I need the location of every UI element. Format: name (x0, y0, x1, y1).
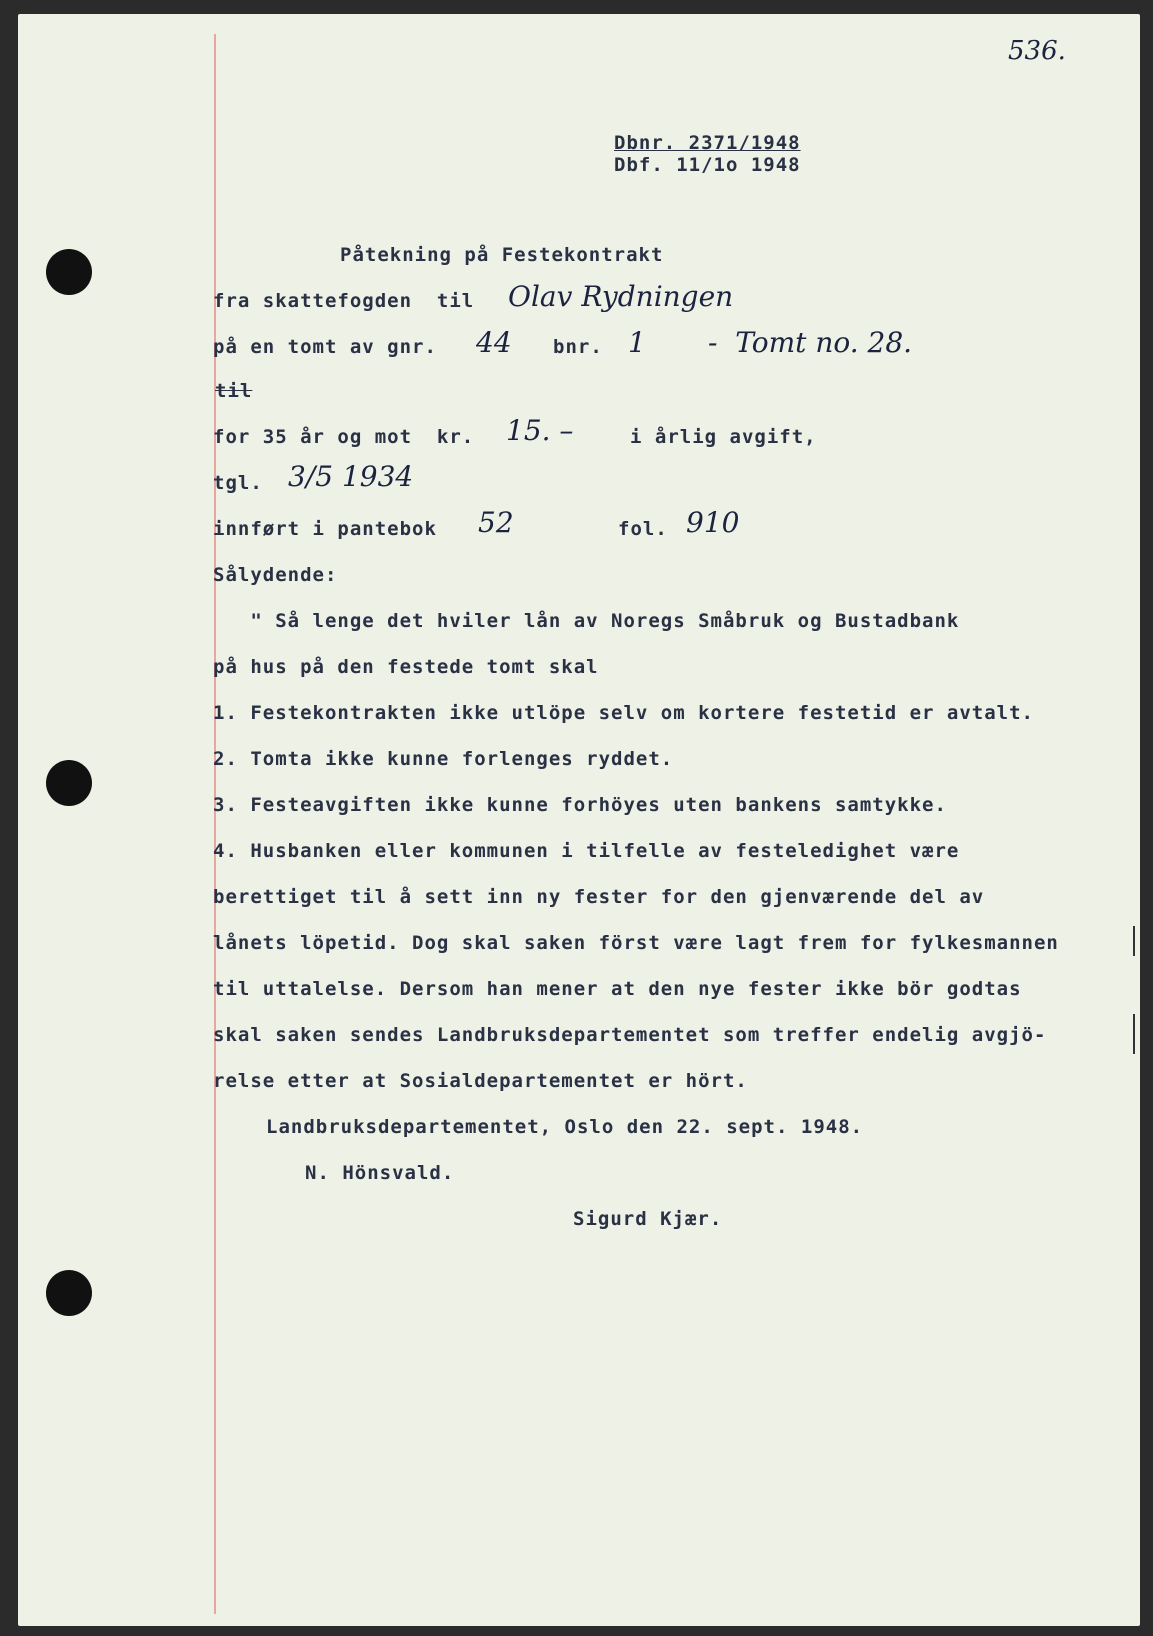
tgl-label: tgl. (213, 472, 263, 494)
lot-note: - Tomt no. 28. (708, 326, 913, 359)
lot-label-gnr: på en tomt av gnr. (213, 336, 437, 358)
folio-number: 910 (686, 506, 740, 539)
page-number: 536. (1008, 36, 1066, 66)
document-title: Påtekning på Festekontrakt (340, 244, 664, 266)
body-line: lånets löpetid. Dog skal saken först være lagt frem for fylkesmannen (213, 932, 1059, 954)
lot-label-bnr: bnr. (553, 336, 603, 358)
header-dbnr: Dbnr. 2371/1948 (614, 132, 801, 154)
body-line: relse etter at Sosialdepartementet er hört. (213, 1070, 748, 1092)
edge-mark (1133, 926, 1135, 956)
punch-hole-icon (46, 249, 92, 295)
body-line: på hus på den festede tomt skal (213, 656, 599, 678)
bnr-value: 1 (628, 326, 646, 359)
signer-hoensvald: N. Hönsvald. (305, 1162, 455, 1184)
term-label: for 35 år og mot kr. (213, 426, 475, 448)
header-dbf: Dbf. 11/1o 1948 (614, 154, 801, 176)
body-line: " Så lenge det hviler lån av Noregs Småbruk og Bustadbank (213, 610, 960, 632)
punch-hole-icon (46, 760, 92, 806)
edge-mark (1133, 1014, 1135, 1054)
document-page (18, 14, 1140, 1626)
body-line: berettiget til å sett inn ny fester for den gjenværende del av (213, 886, 985, 908)
gnr-value: 44 (476, 326, 512, 359)
body-line: 1. Festekontrakten ikke utlöpe selv om kortere festetid er avtalt. (213, 702, 1034, 724)
margin-line (214, 34, 216, 1614)
recipient-name: Olav Rydningen (508, 280, 734, 313)
body-line: til uttalelse. Dersom han mener at den nye fester ikke bör godtas (213, 978, 1022, 1000)
body-line: Sålydende: (213, 564, 338, 586)
fee-label: i årlig avgift, (630, 426, 817, 448)
body-line: skal saken sendes Landbruksdepartementet som treffer endelig avgjö- (213, 1024, 1047, 1046)
book-label: innført i pantebok (213, 518, 437, 540)
book-number: 52 (478, 506, 514, 539)
body-line: 4. Husbanken eller kommunen i tilfelle av festeledighet være (213, 840, 960, 862)
punch-hole-icon (46, 1270, 92, 1316)
from-label: fra skattefogden til (213, 290, 475, 312)
fee-value: 15. – (506, 414, 574, 447)
signer-kjaer: Sigurd Kjær. (573, 1208, 723, 1230)
body-line: 3. Festeavgiften ikke kunne forhöyes uten bankens samtykke. (213, 794, 947, 816)
folio-label: fol. (618, 518, 668, 540)
place-date: Landbruksdepartementet, Oslo den 22. sept. 1948. (266, 1116, 864, 1138)
body-line: 2. Tomta ikke kunne forlenges ryddet. (213, 748, 674, 770)
struck-word: til (215, 380, 253, 402)
tgl-date: 3/5 1934 (288, 460, 414, 493)
